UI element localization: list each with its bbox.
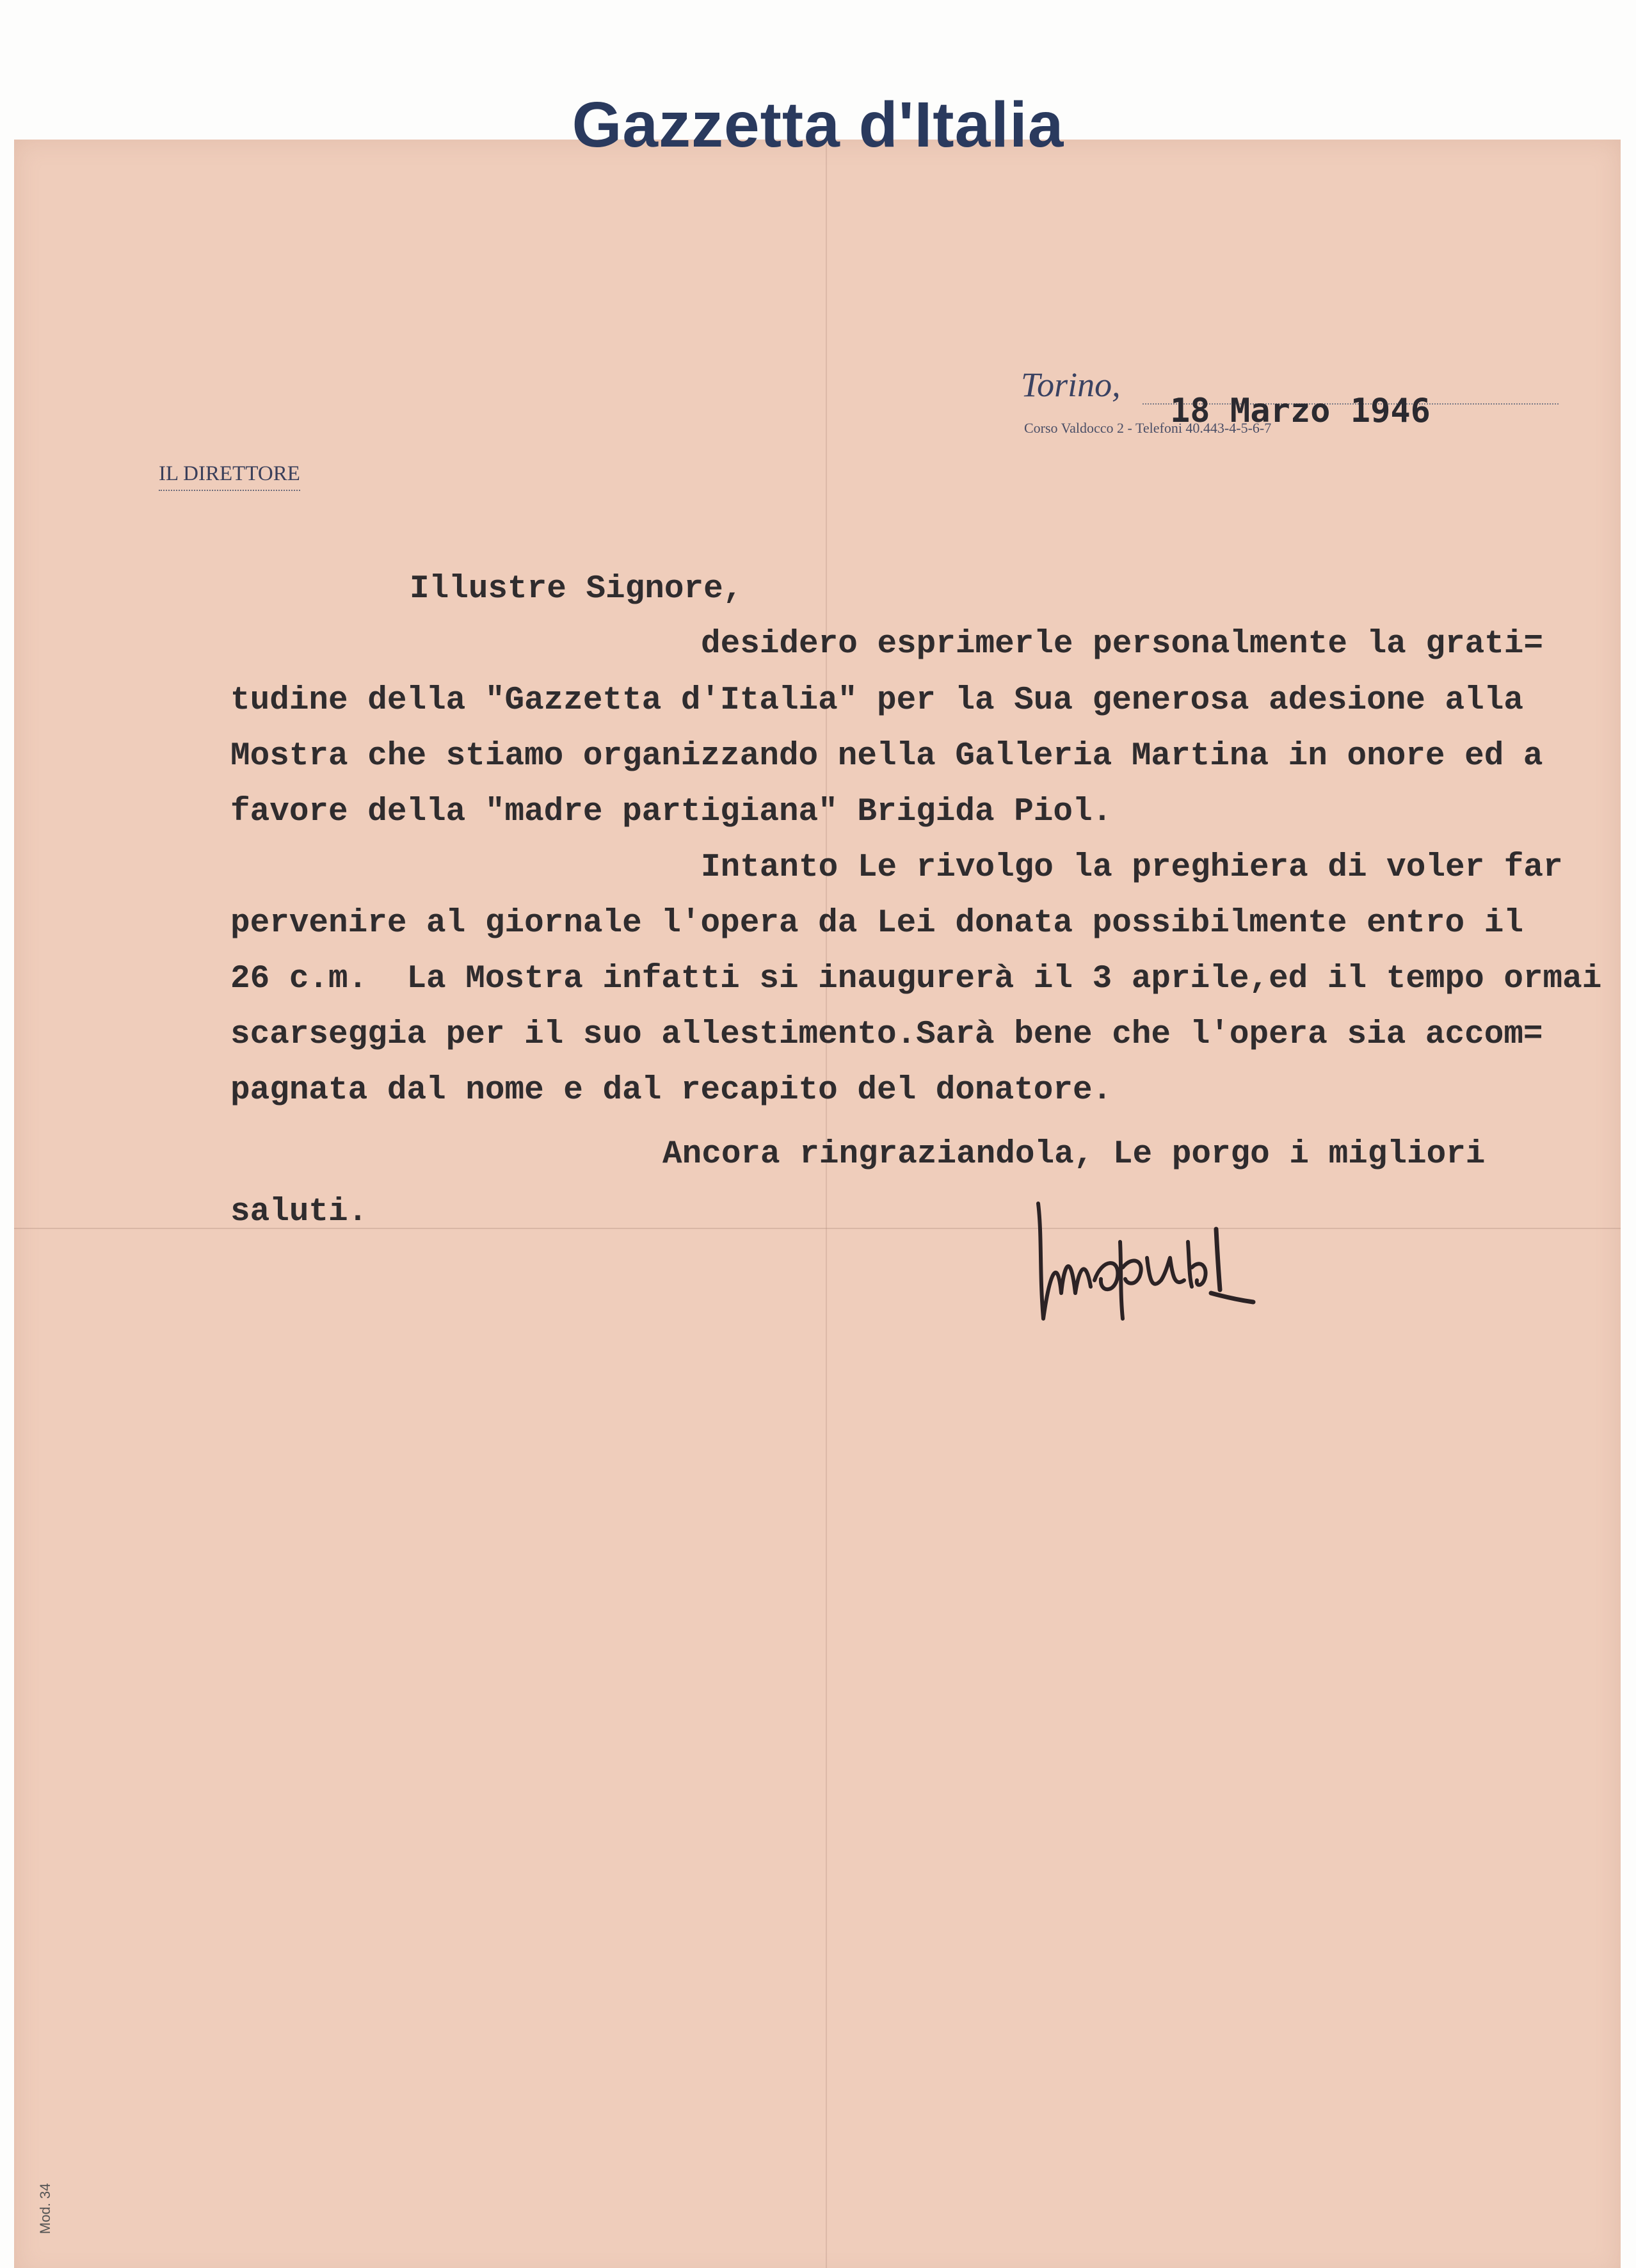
handwritten-signature bbox=[1024, 1197, 1267, 1344]
letter-line: Ancora ringraziandola, Le porgo i migliori bbox=[662, 1136, 1486, 1173]
letter-line: tudine della "Gazzetta d'Italia" per la Sua generosa adesione alla bbox=[230, 682, 1523, 719]
form-code: Mod. 34 bbox=[37, 2183, 53, 2234]
salutation: Illustre Signore, bbox=[410, 571, 743, 607]
newspaper-masthead: Gazzetta d'Italia bbox=[572, 89, 1064, 161]
dateline-city: Torino, bbox=[1021, 366, 1121, 404]
letter-line: Intanto Le rivolgo la preghiera di voler far bbox=[701, 849, 1563, 886]
letter-line: 26 c.m. La Mostra infatti si inaugurerà il 3 aprile,ed il tempo ormai bbox=[230, 961, 1602, 997]
paper-fold-vertical bbox=[826, 140, 827, 2268]
letter-line: desidero esprimerle personalmente la grati= bbox=[701, 626, 1544, 663]
letter-line: pervenire al giornale l'opera da Lei donata possibilmente entro il bbox=[230, 905, 1523, 942]
letterhead-address: Corso Valdocco 2 - Telefoni 40.443-4-5-6-7 bbox=[1024, 420, 1272, 436]
letter-line: favore della "madre partigiana" Brigida Piol. bbox=[230, 794, 1112, 830]
letter-line: scarseggia per il suo allestimento.Sarà bene che l'opera sia accom= bbox=[230, 1017, 1543, 1053]
letter-line: pagnata dal nome e dal recapito del donatore. bbox=[230, 1072, 1112, 1109]
closing-line: saluti. bbox=[230, 1194, 368, 1230]
director-label: IL DIRETTORE bbox=[159, 462, 300, 491]
letter-date: 18 Marzo 1946 bbox=[1170, 392, 1431, 430]
letter-line: Mostra che stiamo organizzando nella Galleria Martina in onore ed a bbox=[230, 738, 1543, 775]
